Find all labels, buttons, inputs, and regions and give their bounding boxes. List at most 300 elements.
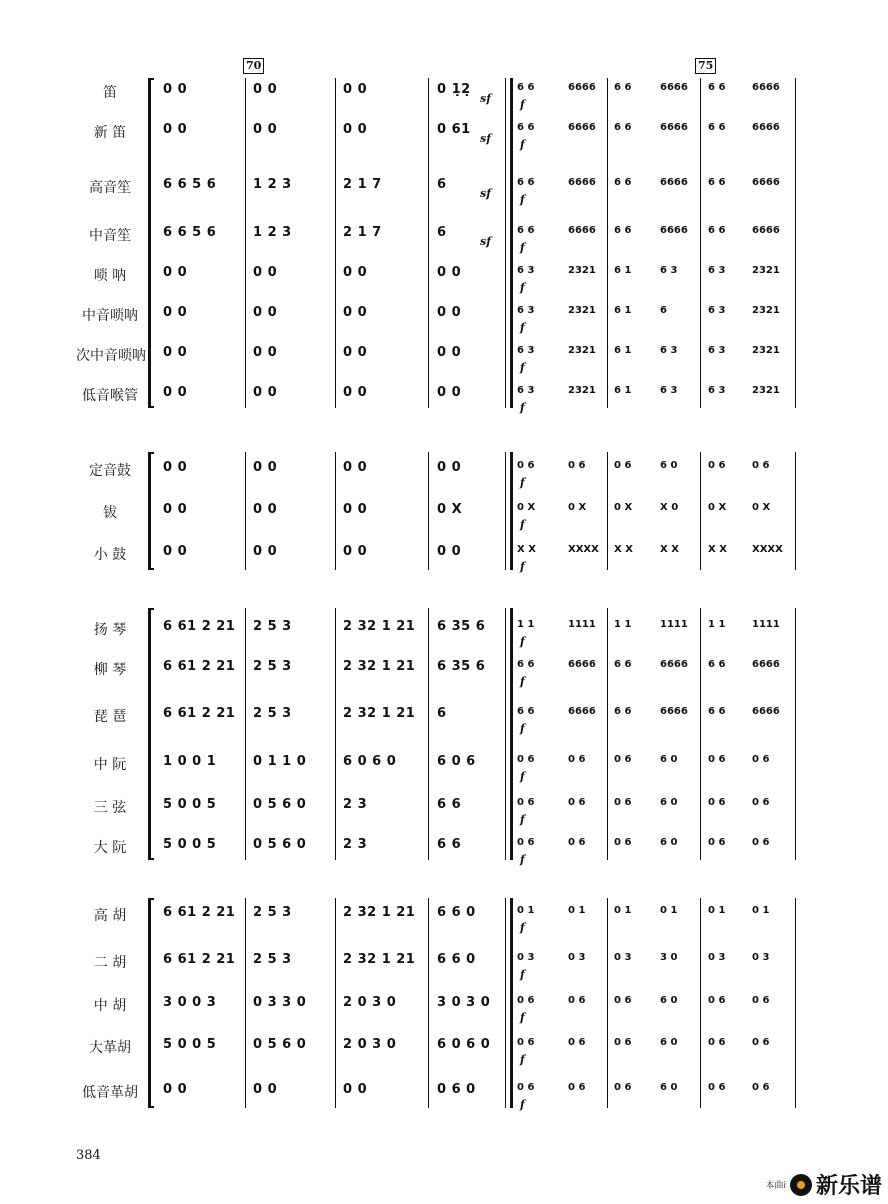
- notation-cell: 0 6: [517, 460, 535, 471]
- notation-cell: 6 0: [660, 1082, 678, 1093]
- notation-cell: 6 3: [517, 305, 535, 316]
- notation-cell: 0 6: [517, 754, 535, 765]
- notation-cell: 6 6: [708, 82, 726, 93]
- notation-cell: X X: [517, 544, 536, 555]
- notation-cell: 2 0 3 0: [343, 1037, 397, 1052]
- notation-cell: 6666: [568, 659, 596, 670]
- notation-cell: 0 6: [708, 1082, 726, 1093]
- notation-cell: 2321: [568, 345, 596, 356]
- notation-cell: 0 X: [752, 502, 771, 513]
- notation-cell: 0 6: [517, 1082, 535, 1093]
- dynamic-f: f: [520, 853, 525, 866]
- notation-cell: 2 0 3 0: [343, 995, 397, 1010]
- barline: [245, 78, 246, 408]
- notation-cell: 2321: [752, 305, 780, 316]
- notation-cell: 2 5 3: [253, 706, 292, 721]
- barline: [607, 608, 608, 860]
- notation-cell: 6 35 6: [437, 619, 486, 634]
- notation-cell: 2 5 3: [253, 905, 292, 920]
- notation-cell: 6666: [752, 706, 780, 717]
- instrument-label: 高音笙: [89, 180, 131, 196]
- notation-cell: 0 0: [437, 544, 462, 559]
- notation-cell: 2 32 1 21: [343, 706, 416, 721]
- notation-cell: 1111: [660, 619, 688, 630]
- notation-cell: 0 0: [163, 305, 188, 320]
- notation-cell: 1111: [568, 619, 596, 630]
- dynamic-f: f: [520, 1053, 525, 1066]
- notation-cell: 0 0: [343, 460, 368, 475]
- woodwind-bracket: [148, 78, 151, 408]
- barline: [510, 608, 513, 860]
- notation-cell: 3 0 0 3: [163, 995, 217, 1010]
- notation-cell: 6 6: [708, 225, 726, 236]
- notation-cell: 6666: [752, 659, 780, 670]
- notation-cell: 0 6: [708, 1037, 726, 1048]
- dynamic-sf: sf: [480, 187, 491, 200]
- notation-cell: 6666: [752, 122, 780, 133]
- notation-cell: 0 6: [708, 797, 726, 808]
- dynamic-f: f: [520, 1098, 525, 1111]
- notation-cell: 0 61: [437, 122, 471, 137]
- dynamic-f: f: [520, 361, 525, 374]
- notation-cell: 6: [437, 706, 447, 721]
- notation-cell: 6 6: [437, 837, 462, 852]
- notation-cell: 6666: [568, 82, 596, 93]
- notation-cell: 6 6 5 6: [163, 177, 217, 192]
- notation-cell: 0 1: [568, 905, 586, 916]
- notation-cell: 0 X: [517, 502, 536, 513]
- notation-cell: 0 1: [708, 905, 726, 916]
- notation-cell: 6 6: [517, 706, 535, 717]
- instrument-label: 中 胡: [93, 998, 127, 1014]
- notation-cell: 0 1: [517, 905, 535, 916]
- notation-cell: 0 3: [752, 952, 770, 963]
- barline: [428, 608, 429, 860]
- dynamic-sf: sf: [480, 92, 491, 105]
- barline: [795, 452, 796, 570]
- notation-cell: 0 6: [568, 995, 586, 1006]
- notation-cell: 0 0: [163, 544, 188, 559]
- notation-cell: 6 6 5 6: [163, 225, 217, 240]
- notation-cell: 6 6: [517, 659, 535, 670]
- instrument-label: 中音唢呐: [82, 308, 138, 324]
- notation-cell: 0 6: [568, 837, 586, 848]
- instrument-label: 扬 琴: [93, 622, 127, 638]
- notation-cell: 6 0: [660, 754, 678, 765]
- notation-cell: 0 3 3 0: [253, 995, 307, 1010]
- notation-cell: 0 1: [660, 905, 678, 916]
- notation-cell: 6 6: [517, 225, 535, 236]
- barline: [245, 898, 246, 1108]
- notation-cell: 2 3: [343, 837, 368, 852]
- notation-cell: 2321: [568, 265, 596, 276]
- dynamic-f: f: [520, 560, 525, 573]
- notation-cell: 0 0: [253, 1082, 278, 1097]
- notation-cell: 0 1 1 0: [253, 754, 307, 769]
- rehearsal-mark-70: 70: [243, 58, 264, 74]
- notation-cell: 0 0: [437, 305, 462, 320]
- notation-cell: 0 0: [343, 265, 368, 280]
- notation-cell: 0 0: [253, 385, 278, 400]
- notation-cell: 6 0 6 0: [437, 1037, 491, 1052]
- barline: [335, 452, 336, 570]
- notation-cell: 0 6: [752, 995, 770, 1006]
- dynamic-f: f: [520, 921, 525, 934]
- notation-cell: 6666: [752, 177, 780, 188]
- notation-cell: 0 3: [708, 952, 726, 963]
- notation-cell: 0 6: [752, 1082, 770, 1093]
- notation-cell: 0 X: [568, 502, 587, 513]
- notation-cell: 0 5 6 0: [253, 797, 307, 812]
- instrument-label: 小 鼓: [93, 547, 127, 563]
- notation-cell: 0 0: [253, 305, 278, 320]
- notation-cell: 0 1: [614, 905, 632, 916]
- dynamic-f: f: [520, 518, 525, 531]
- notation-cell: 0 0: [343, 1082, 368, 1097]
- notation-cell: 0 0: [343, 82, 368, 97]
- notation-cell: 6 6: [614, 177, 632, 188]
- notation-cell: 6 3: [660, 345, 678, 356]
- rehearsal-mark-75: 75: [695, 58, 716, 74]
- barline: [245, 452, 246, 570]
- notation-cell: 0 0: [163, 345, 188, 360]
- notation-cell: 6 3: [660, 265, 678, 276]
- instrument-label: 大革胡: [89, 1040, 131, 1056]
- notation-cell: 0 0: [343, 502, 368, 517]
- instrument-label: 柳 琴: [93, 662, 127, 678]
- notation-cell: 6 3: [660, 385, 678, 396]
- notation-cell: 0 6: [614, 460, 632, 471]
- notation-cell: 1 0 0 1: [163, 754, 217, 769]
- notation-cell: 6 3: [708, 305, 726, 316]
- notation-cell: XXXX: [568, 544, 599, 555]
- instrument-label: 中音笙: [89, 228, 131, 244]
- instrument-label: 唢 呐: [93, 268, 127, 284]
- notation-cell: 6 3: [517, 265, 535, 276]
- barline: [505, 452, 506, 570]
- dynamic-f: f: [520, 813, 525, 826]
- notation-cell: 2 5 3: [253, 659, 292, 674]
- notation-cell: 6 0: [660, 1037, 678, 1048]
- notation-cell: 1 2 3: [253, 177, 292, 192]
- notation-cell: 0 6: [752, 754, 770, 765]
- notation-cell: 0 0: [163, 502, 188, 517]
- notation-cell: 0 5 6 0: [253, 837, 307, 852]
- notation-cell: 6 3: [517, 385, 535, 396]
- notation-cell: 0 6: [752, 797, 770, 808]
- notation-cell: 0 3: [614, 952, 632, 963]
- notation-cell: 0 X: [614, 502, 633, 513]
- notation-cell: 2 3: [343, 797, 368, 812]
- notation-cell: 6 61 2 21: [163, 952, 236, 967]
- notation-cell: 0 0: [253, 122, 278, 137]
- notation-cell: 6 61 2 21: [163, 706, 236, 721]
- notation-cell: 0 6: [517, 797, 535, 808]
- notation-cell: 6666: [568, 122, 596, 133]
- notation-cell: 6 6: [708, 659, 726, 670]
- instrument-label: 次中音唢呐: [76, 348, 146, 364]
- notation-cell: 2 5 3: [253, 619, 292, 634]
- notation-cell: 0 0: [253, 265, 278, 280]
- instrument-label: 大 阮: [93, 840, 127, 856]
- notation-cell: 6 6: [614, 659, 632, 670]
- footer-brand: [765, 1169, 882, 1200]
- percussion-bracket: [148, 452, 151, 570]
- notation-cell: 0 0: [253, 502, 278, 517]
- notation-cell: 6: [660, 305, 667, 316]
- notation-cell: 3 0: [660, 952, 678, 963]
- notation-cell: 0 3: [568, 952, 586, 963]
- dynamic-f: f: [520, 968, 525, 981]
- notation-cell: 0 6: [752, 837, 770, 848]
- notation-cell: 0 0: [163, 1082, 188, 1097]
- notation-cell: 0 5 6 0: [253, 1037, 307, 1052]
- notation-cell: 0 6: [614, 1037, 632, 1048]
- notation-cell: 6 0: [660, 797, 678, 808]
- barline: [607, 898, 608, 1108]
- notation-cell: 6 61 2 21: [163, 659, 236, 674]
- dynamic-f: f: [520, 675, 525, 688]
- notation-cell: 6 61 2 21: [163, 619, 236, 634]
- notation-cell: 0 0: [163, 385, 188, 400]
- notation-cell: 0 1̣2̣: [437, 82, 471, 97]
- notation-cell: 5 0 0 5: [163, 837, 217, 852]
- vinyl-logo-icon: [790, 1174, 812, 1196]
- notation-cell: 2321: [752, 385, 780, 396]
- notation-cell: 2 1 7: [343, 177, 382, 192]
- instrument-label: 低音喉管: [82, 388, 138, 404]
- notation-cell: 0 0: [437, 385, 462, 400]
- notation-cell: 0 0: [437, 460, 462, 475]
- notation-cell: 6 3: [708, 385, 726, 396]
- dynamic-sf: sf: [480, 235, 491, 248]
- notation-cell: 6 3: [708, 265, 726, 276]
- notation-cell: 5 0 0 5: [163, 1037, 217, 1052]
- notation-cell: 6 1: [614, 305, 632, 316]
- notation-cell: 6666: [568, 706, 596, 717]
- notation-cell: X X: [660, 544, 679, 555]
- instrument-label: 琵 琶: [93, 709, 127, 725]
- dynamic-f: f: [520, 401, 525, 414]
- notation-cell: 0 6: [568, 1082, 586, 1093]
- barline: [795, 608, 796, 860]
- notation-cell: 2 32 1 21: [343, 952, 416, 967]
- notation-cell: 6666: [660, 122, 688, 133]
- notation-cell: 6 6 0: [437, 905, 476, 920]
- dynamic-f: f: [520, 98, 525, 111]
- notation-cell: 6 6: [517, 122, 535, 133]
- notation-cell: 6 3: [708, 345, 726, 356]
- barline: [607, 78, 608, 408]
- notation-cell: 6 6: [517, 82, 535, 93]
- instrument-label: 高 胡: [93, 908, 127, 924]
- notation-cell: 6 6: [614, 225, 632, 236]
- dynamic-f: f: [520, 770, 525, 783]
- barline: [335, 78, 336, 408]
- notation-cell: X X: [708, 544, 727, 555]
- dynamic-f: f: [520, 241, 525, 254]
- notation-cell: 0 3: [517, 952, 535, 963]
- notation-cell: 6: [437, 177, 447, 192]
- notation-cell: 2 32 1 21: [343, 905, 416, 920]
- bowed-bracket: [148, 898, 151, 1108]
- notation-cell: 6 0 6 0: [343, 754, 397, 769]
- notation-cell: 0 6: [614, 995, 632, 1006]
- notation-cell: 6 0: [660, 995, 678, 1006]
- footer-caption: 本曲i: [765, 1181, 786, 1191]
- notation-cell: 0 0: [163, 122, 188, 137]
- barline: [428, 898, 429, 1108]
- notation-cell: 0 1: [752, 905, 770, 916]
- dynamic-f: f: [520, 1011, 525, 1024]
- notation-cell: 6 0: [660, 460, 678, 471]
- barline: [795, 78, 796, 408]
- notation-cell: 6666: [660, 177, 688, 188]
- instrument-label: 新 笛: [93, 125, 127, 141]
- barline: [510, 78, 513, 408]
- notation-cell: 1 1: [614, 619, 632, 630]
- notation-cell: 1 1: [708, 619, 726, 630]
- notation-cell: 6 6 0: [437, 952, 476, 967]
- notation-cell: X X: [614, 544, 633, 555]
- dynamic-f: f: [520, 193, 525, 206]
- instrument-label: 三 弦: [93, 800, 127, 816]
- barline: [607, 452, 608, 570]
- barline: [700, 452, 701, 570]
- instrument-label: 笛: [103, 85, 117, 101]
- notation-cell: 0 6: [752, 460, 770, 471]
- notation-cell: 6 61 2 21: [163, 905, 236, 920]
- barline: [795, 898, 796, 1108]
- notation-cell: 0 6: [568, 460, 586, 471]
- notation-cell: 0 X: [708, 502, 727, 513]
- instrument-label: 二 胡: [93, 955, 127, 971]
- notation-cell: 6 35 6: [437, 659, 486, 674]
- notation-cell: 6666: [660, 659, 688, 670]
- notation-cell: 0 0: [437, 265, 462, 280]
- notation-cell: 0 0: [343, 385, 368, 400]
- notation-cell: 6 6: [517, 177, 535, 188]
- notation-cell: 0 0: [437, 345, 462, 360]
- dynamic-f: f: [520, 321, 525, 334]
- notation-cell: 0 6: [517, 1037, 535, 1048]
- notation-cell: X 0: [660, 502, 679, 513]
- notation-cell: 0 6: [708, 754, 726, 765]
- page-number: 384: [76, 1148, 101, 1163]
- notation-cell: 0 6: [752, 1037, 770, 1048]
- notation-cell: 0 0: [253, 82, 278, 97]
- barline: [428, 78, 429, 408]
- plucked-bracket: [148, 608, 151, 860]
- notation-cell: 2321: [752, 265, 780, 276]
- barline: [700, 608, 701, 860]
- instrument-label: 中 阮: [93, 757, 127, 773]
- notation-cell: 1111: [752, 619, 780, 630]
- notation-cell: 2321: [568, 385, 596, 396]
- notation-cell: 6666: [752, 225, 780, 236]
- notation-cell: 0 X: [437, 502, 463, 517]
- notation-cell: 2 32 1 21: [343, 659, 416, 674]
- barline: [700, 78, 701, 408]
- notation-cell: 0 0: [163, 82, 188, 97]
- barline: [505, 78, 506, 408]
- notation-cell: 6 6: [614, 706, 632, 717]
- notation-cell: 2 1 7: [343, 225, 382, 240]
- notation-cell: 0 6: [614, 837, 632, 848]
- notation-cell: 0 0: [343, 122, 368, 137]
- notation-cell: 6 6: [708, 122, 726, 133]
- notation-cell: 6666: [752, 82, 780, 93]
- notation-cell: 0 6: [708, 995, 726, 1006]
- dynamic-f: f: [520, 138, 525, 151]
- notation-cell: 0 0: [343, 544, 368, 559]
- notation-cell: 6 6: [614, 82, 632, 93]
- barline: [700, 898, 701, 1108]
- notation-cell: 2321: [568, 305, 596, 316]
- notation-cell: 0 6: [614, 797, 632, 808]
- notation-cell: 0 6: [708, 837, 726, 848]
- notation-cell: 6 6: [437, 797, 462, 812]
- notation-cell: 0 0: [343, 345, 368, 360]
- notation-cell: 0 6: [568, 754, 586, 765]
- notation-cell: 0 0: [253, 460, 278, 475]
- footer-logo-text: 新乐谱: [815, 1174, 882, 1199]
- notation-cell: 6: [437, 225, 447, 240]
- barline: [505, 608, 506, 860]
- notation-cell: 1 1: [517, 619, 535, 630]
- dynamic-f: f: [520, 722, 525, 735]
- notation-cell: XXXX: [752, 544, 783, 555]
- notation-cell: 6 6: [708, 706, 726, 717]
- instrument-label: 定音鼓: [89, 463, 131, 479]
- dynamic-f: f: [520, 281, 525, 294]
- notation-cell: 6666: [568, 225, 596, 236]
- barline: [510, 898, 513, 1108]
- instrument-label: 低音革胡: [82, 1085, 138, 1101]
- notation-cell: 2 32 1 21: [343, 619, 416, 634]
- notation-cell: 2321: [752, 345, 780, 356]
- barline: [335, 898, 336, 1108]
- notation-cell: 0 0: [253, 345, 278, 360]
- notation-cell: 0 6: [517, 837, 535, 848]
- notation-cell: 3 0 3 0: [437, 995, 491, 1010]
- notation-cell: 6 6: [614, 122, 632, 133]
- notation-cell: 5 0 0 5: [163, 797, 217, 812]
- notation-cell: 6 0 6: [437, 754, 476, 769]
- notation-cell: 0 0: [343, 305, 368, 320]
- barline: [510, 452, 513, 570]
- notation-cell: 6666: [660, 706, 688, 717]
- notation-cell: 2 5 3: [253, 952, 292, 967]
- barline: [335, 608, 336, 860]
- dynamic-f: f: [520, 635, 525, 648]
- notation-cell: 0 0: [253, 544, 278, 559]
- notation-cell: 6666: [660, 82, 688, 93]
- notation-cell: 6 6: [708, 177, 726, 188]
- barline: [428, 452, 429, 570]
- notation-cell: 6 1: [614, 385, 632, 396]
- notation-cell: 0 0: [163, 460, 188, 475]
- notation-cell: 0 0: [163, 265, 188, 280]
- barline: [245, 608, 246, 860]
- notation-cell: 6 1: [614, 265, 632, 276]
- barline: [505, 898, 506, 1108]
- notation-cell: 6 1: [614, 345, 632, 356]
- notation-cell: 6 0: [660, 837, 678, 848]
- notation-cell: 6 3: [517, 345, 535, 356]
- notation-cell: 0 6: [708, 460, 726, 471]
- notation-cell: 0 6: [614, 1082, 632, 1093]
